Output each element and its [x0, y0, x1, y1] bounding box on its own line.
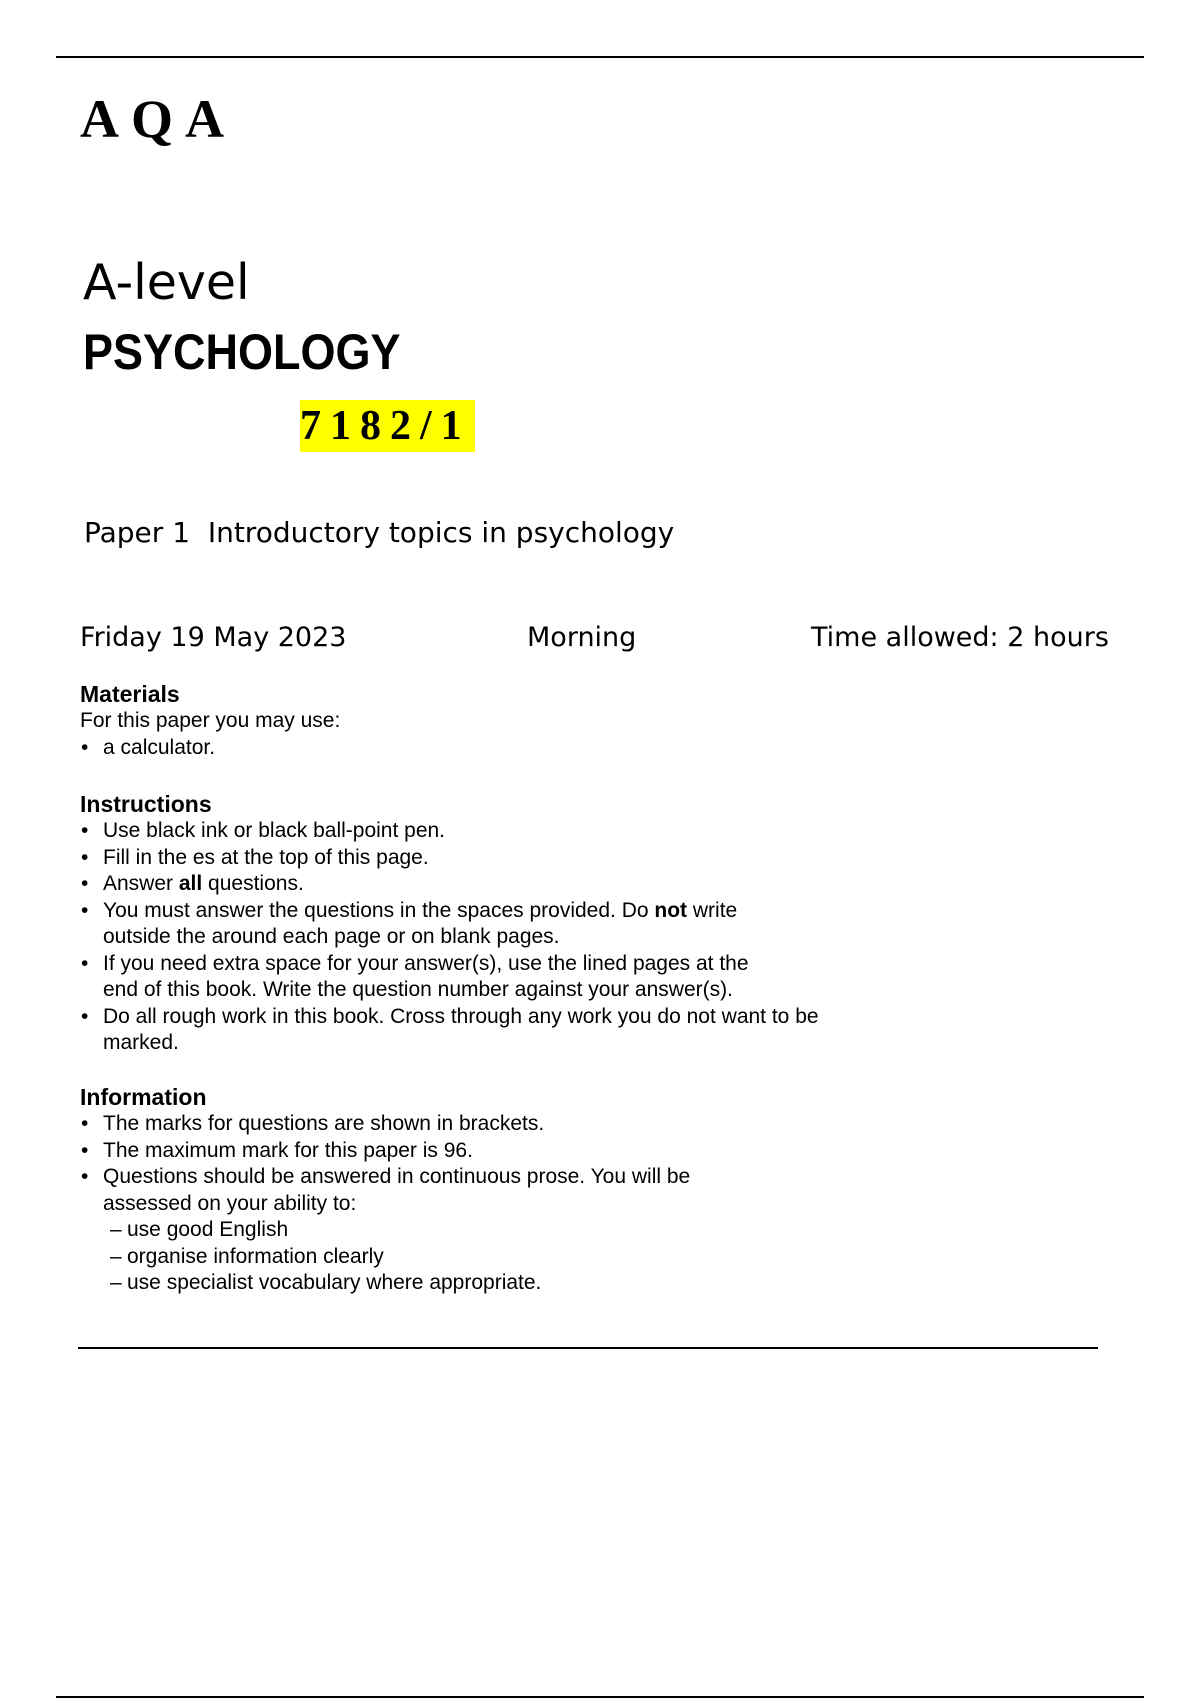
- aqa-logo: AQA: [80, 89, 236, 149]
- materials-section: [80, 680, 840, 761]
- subject-title: PSYCHOLOGY: [83, 324, 401, 380]
- time-allowed: Time allowed: 2 hours: [811, 622, 1109, 653]
- top-rule: [56, 56, 1144, 58]
- list-item: [80, 818, 840, 845]
- instruction-text: questions.: [202, 872, 304, 895]
- list-item: [80, 871, 840, 898]
- instruction-text: Answer: [103, 872, 179, 895]
- list-item: [80, 1217, 840, 1244]
- information-text: The marks for questions are shown in brackets.: [103, 1112, 545, 1135]
- instruction-emphasis: all: [178, 872, 203, 895]
- information-text: Questions should be answered in continuous prose. You will be assessed on your ability to:: [103, 1165, 691, 1215]
- instruction-text: Use black ink or black ball-point pen.: [103, 819, 446, 842]
- instruction-text: Fill in the es at the top of this page.: [103, 845, 429, 869]
- bullet-icon: •: [81, 898, 89, 922]
- materials-intro: For this paper you may use:: [80, 709, 341, 732]
- paper-title: Paper 1 Introductory topics in psychology: [84, 516, 675, 549]
- information-text: The maximum mark for this paper is 96.: [103, 1138, 473, 1162]
- list-item: [80, 898, 753, 951]
- instructions-list: [80, 818, 840, 1057]
- list-item: [80, 1004, 833, 1057]
- list-item: [80, 1164, 743, 1217]
- instruction-text: write outside the around each page or on blank pages.: [103, 898, 738, 948]
- instruction-text: You must answer the questions in the spaces provided. Do: [103, 898, 655, 922]
- information-heading: Information: [80, 1084, 207, 1110]
- bottom-rule: [56, 1696, 1144, 1698]
- dash-icon: –: [110, 1271, 122, 1294]
- bullet-icon: •: [81, 872, 89, 895]
- information-section: [80, 1083, 840, 1297]
- bullet-icon: •: [81, 735, 89, 759]
- information-subitem: use specialist vocabulary where appropriate.: [127, 1271, 542, 1294]
- list-item: [80, 1270, 840, 1297]
- bullet-icon: •: [81, 951, 89, 975]
- instruction-emphasis: not: [654, 898, 688, 922]
- bullet-icon: •: [81, 819, 89, 842]
- materials-list: [80, 735, 840, 762]
- dash-icon: –: [110, 1218, 122, 1241]
- instructions-section: [80, 790, 840, 1057]
- information-subitem: use good English: [127, 1218, 289, 1241]
- bullet-icon: •: [81, 1004, 89, 1028]
- bullet-icon: •: [81, 1112, 89, 1135]
- qualification-level: A-level: [83, 254, 250, 311]
- list-item: [80, 951, 763, 1004]
- section-rule: [78, 1347, 1098, 1349]
- list-item: [80, 1138, 840, 1165]
- list-item: [80, 1244, 840, 1271]
- bullet-icon: •: [81, 1138, 89, 1162]
- instruction-text: If you need extra space for your answer(s), use the lined pages at the end of this book. Write the question number against your answer(s).: [103, 951, 749, 1001]
- bullet-icon: •: [81, 845, 89, 869]
- information-sublist: [80, 1217, 840, 1297]
- exam-session: Morning: [527, 622, 637, 653]
- information-list: [80, 1111, 840, 1217]
- dash-icon: –: [110, 1244, 122, 1268]
- instructions-heading: Instructions: [80, 791, 212, 817]
- paper-code: 7182/1: [300, 400, 475, 452]
- list-item: [80, 735, 840, 762]
- materials-heading: Materials: [80, 681, 180, 707]
- instruction-text: Do all rough work in this book. Cross through any work you do not want to be marked.: [103, 1004, 819, 1054]
- list-item: [80, 1111, 840, 1138]
- list-item: [80, 845, 840, 872]
- information-subitem: organise information clearly: [127, 1244, 384, 1268]
- exam-date: Friday 19 May 2023: [80, 622, 347, 653]
- materials-item-text: a calculator.: [103, 735, 216, 759]
- bullet-icon: •: [81, 1165, 89, 1188]
